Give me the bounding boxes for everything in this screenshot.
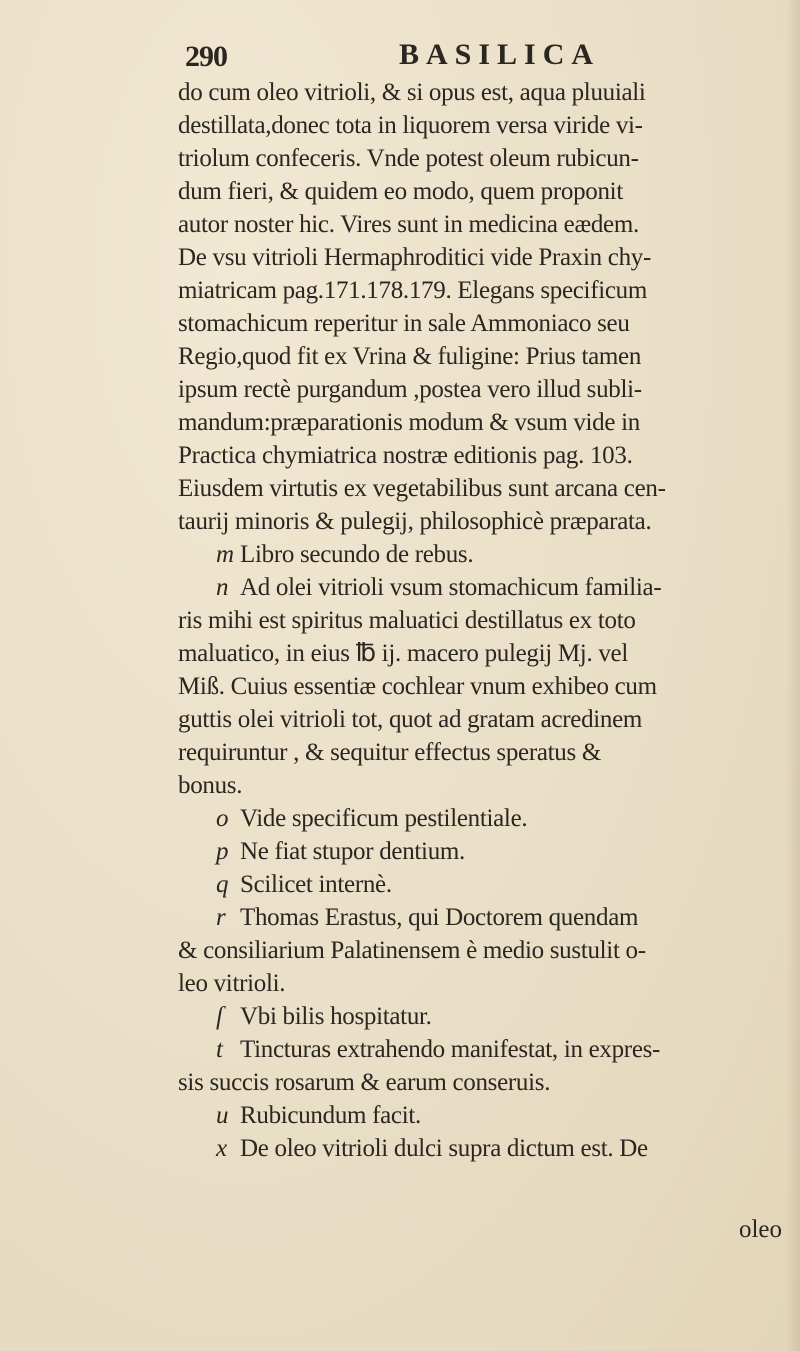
line-text: Scilicet internè. [240, 871, 392, 898]
line-text: Miß. Cuius essentiæ cochlear vnum exhibeo cum [178, 673, 657, 700]
line-text: autor noster hic. Vires sunt in medicina eædem. [178, 211, 639, 238]
text-line [178, 670, 790, 703]
note-marker: n [216, 574, 229, 601]
note-marker: m [216, 541, 234, 568]
text-line [178, 1099, 790, 1132]
line-text: ris mihi est spiritus maluatici destillatus ex toto [178, 607, 636, 634]
text-line [178, 571, 790, 604]
text-line [178, 406, 790, 439]
line-text: stomachicum reperitur in sale Ammoniaco seu [178, 310, 630, 337]
text-line [178, 307, 790, 340]
text-line [178, 208, 790, 241]
line-text: miatricam pag.171.178.179. Elegans specificum [178, 277, 648, 304]
line-text: leo vitrioli. [178, 970, 286, 997]
page-number: 290 [185, 40, 227, 73]
line-text: guttis olei vitrioli tot, quot ad gratam acredinem [178, 706, 643, 733]
line-text: bonus. [178, 772, 243, 799]
text-line [178, 76, 790, 109]
line-text: mandum:præparationis modum & vsum vide in [178, 409, 640, 436]
text-line [178, 868, 790, 901]
line-text: Ad olei vitrioli vsum stomachicum familia- [240, 574, 662, 601]
text-line [178, 769, 790, 802]
text-line [178, 736, 790, 769]
line-text: ipsum rectè purgandum ,postea vero illud subli- [178, 376, 642, 403]
body-text [178, 76, 790, 1165]
line-text: triolum confeceris. Vnde potest oleum rubicun- [178, 145, 639, 172]
text-line [178, 439, 790, 472]
text-line [178, 1000, 790, 1033]
line-text: De oleo vitrioli dulci supra dictum est. De [240, 1135, 648, 1162]
note-marker: o [216, 805, 229, 832]
running-head: BASILICA [399, 38, 601, 71]
text-line [178, 175, 790, 208]
line-text: Vbi bilis hospitatur. [240, 1003, 432, 1030]
note-marker: x [216, 1135, 227, 1162]
note-marker: t [216, 1036, 223, 1063]
line-text: Practica chymiatrica nostræ editionis pag. 103. [178, 442, 633, 469]
text-line [178, 538, 790, 571]
text-line [178, 109, 790, 142]
text-line [178, 373, 790, 406]
line-text: De vsu vitrioli Hermaphroditici vide Praxin chy- [178, 244, 651, 271]
text-line [178, 1132, 790, 1165]
line-text: taurij minoris & pulegij, philosophicè præparata. [178, 508, 652, 535]
line-text: Vide specificum pestilentiale. [240, 805, 528, 832]
text-line [178, 1033, 790, 1066]
note-marker: p [216, 838, 229, 865]
text-line [178, 901, 790, 934]
line-text: sis succis rosarum & earum conseruis. [178, 1069, 551, 1096]
text-line [178, 934, 790, 967]
text-line [178, 241, 790, 274]
line-text: Tincturas extrahendo manifestat, in expres- [240, 1036, 661, 1063]
line-text: destillata,donec tota in liquorem versa viride vi- [178, 112, 643, 139]
text-line [178, 703, 790, 736]
text-line [178, 802, 790, 835]
text-line [178, 967, 790, 1000]
line-text: Rubicundum facit. [240, 1102, 421, 1129]
page-header [185, 38, 745, 78]
line-text: Eiusdem virtutis ex vegetabilibus sunt arcana cen- [178, 475, 666, 502]
note-marker: u [216, 1102, 229, 1129]
line-text: Thomas Erastus, qui Doctorem quendam [240, 904, 639, 931]
note-marker: q [216, 871, 229, 898]
text-line [178, 637, 790, 670]
line-text: do cum oleo vitrioli, & si opus est, aqua pluuiali [178, 79, 646, 106]
line-text: maluatico, in eius ℔ ij. macero pulegij Mj. vel [178, 640, 628, 667]
line-text: & consiliarium Palatinensem è medio sustulit o- [178, 937, 646, 964]
text-line [178, 274, 790, 307]
catchword: oleo [738, 1216, 782, 1243]
line-text: Regio,quod fit ex Vrina & fuligine: Prius tamen [178, 343, 642, 370]
text-line [178, 604, 790, 637]
text-line [178, 472, 790, 505]
line-text: dum fieri, & quidem eo modo, quem proponit [178, 178, 623, 205]
text-line [178, 505, 790, 538]
note-marker: ſ [216, 1003, 223, 1030]
line-text: Ne fiat stupor dentium. [240, 838, 465, 865]
text-line [178, 1066, 790, 1099]
text-line [178, 835, 790, 868]
line-text: requiruntur , & sequitur effectus speratus & [178, 739, 602, 766]
line-text: Libro secundo de rebus. [240, 541, 474, 568]
text-line [178, 340, 790, 373]
note-marker: r [216, 904, 226, 931]
text-line [178, 142, 790, 175]
